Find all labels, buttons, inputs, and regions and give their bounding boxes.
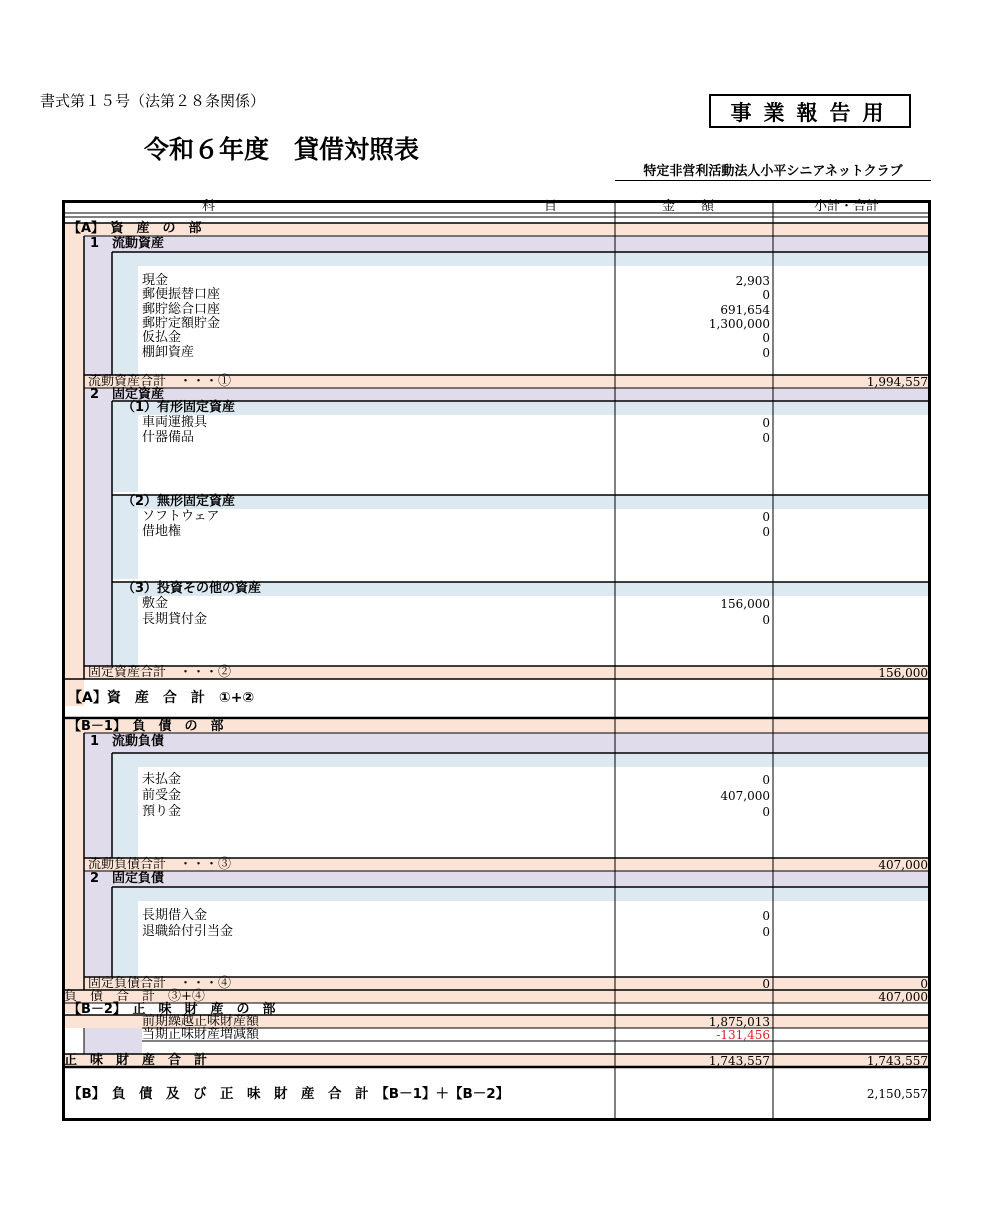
current-assets-title: 1 流動資産 bbox=[90, 236, 165, 251]
liabilities-and-net-assets-label: 【B】 負 債 及 び 正 味 財 産 合 計 【B－1】＋【B－2】 bbox=[68, 1086, 510, 1102]
item-amount-negative: -131,456 bbox=[716, 1028, 770, 1042]
line-item: 長期借入金 bbox=[142, 908, 208, 923]
net-assets-amount: 1,743,557 bbox=[708, 1054, 770, 1068]
fixed-liabilities-total: 0 bbox=[920, 977, 928, 991]
assets-section-title: 【A】 資 産 の 部 bbox=[68, 221, 202, 236]
assets-grand-total-label: 【A】資 産 合 計 ①+② bbox=[68, 690, 255, 706]
header-moku: 目 bbox=[544, 199, 558, 214]
current-liabilities-total-label: 流動負債合計 ・・・③ bbox=[88, 857, 232, 872]
balance-sheet-table bbox=[62, 200, 932, 1122]
line-item: 長期貸付金 bbox=[142, 612, 208, 627]
item-amount: 0 bbox=[762, 613, 770, 627]
item-amount: 0 bbox=[762, 805, 770, 819]
fixed-liabilities-total-label: 固定負債合計 ・・・④ bbox=[88, 976, 232, 991]
liabilities-and-net-assets-total: 2,150,557 bbox=[866, 1087, 928, 1101]
line-item: 郵貯総合口座 bbox=[142, 302, 221, 317]
item-amount: 0 bbox=[762, 331, 770, 345]
header-amount: 金 額 bbox=[662, 199, 715, 214]
item-amount: 1,300,000 bbox=[708, 317, 770, 331]
intangible-assets-title: （2）無形固定資産 bbox=[122, 494, 236, 509]
page-title: 令和６年度 貸借対照表 bbox=[144, 135, 420, 164]
current-assets-total: 1,994,557 bbox=[866, 375, 928, 389]
report-purpose-box: 事業報告用 bbox=[709, 94, 911, 128]
investment-assets-title: （3）投資その他の資産 bbox=[122, 581, 262, 596]
item-amount: 0 bbox=[762, 773, 770, 787]
liabilities-grand-total: 407,000 bbox=[878, 990, 928, 1004]
liabilities-section-title: 【B－1】 負 債 の 部 bbox=[68, 719, 224, 734]
line-item: 車両運搬具 bbox=[142, 415, 208, 430]
net-assets-section-title: 【B－2】 正 味 財 産 の 部 bbox=[68, 1002, 276, 1017]
line-item: 仮払金 bbox=[142, 330, 182, 345]
tangible-assets-title: （1）有形固定資産 bbox=[122, 400, 236, 415]
line-item: 前期繰越正味財産額 bbox=[142, 1014, 260, 1029]
item-amount: 0 bbox=[762, 510, 770, 524]
line-item: 借地権 bbox=[142, 524, 182, 539]
fixed-liabilities-title: 2 固定負債 bbox=[90, 871, 165, 886]
form-number: 書式第１５号（法第２８条関係） bbox=[40, 92, 266, 110]
header-subtotal: 小計・合計 bbox=[814, 199, 880, 214]
item-amount: 407,000 bbox=[720, 789, 770, 803]
item-amount: 1,875,013 bbox=[708, 1015, 770, 1029]
line-item: 現金 bbox=[142, 273, 169, 288]
line-item: 郵貯定額貯金 bbox=[142, 316, 221, 331]
item-amount: 0 bbox=[762, 416, 770, 430]
current-liabilities-total: 407,000 bbox=[878, 858, 928, 872]
fixed-assets-title: 2 固定資産 bbox=[90, 387, 165, 402]
line-item: 敷金 bbox=[142, 596, 169, 611]
fixed-liabilities-amount: 0 bbox=[762, 977, 770, 991]
line-item: 郵便振替口座 bbox=[142, 287, 221, 302]
line-item: 退職給付引当金 bbox=[142, 924, 234, 939]
item-amount: 691,654 bbox=[720, 303, 770, 317]
line-item: 未払金 bbox=[142, 772, 182, 787]
net-assets-total-label: 正 味 財 産 合 計 bbox=[64, 1053, 208, 1068]
item-amount: 0 bbox=[762, 346, 770, 360]
line-item: 当期正味財産増減額 bbox=[142, 1027, 260, 1042]
item-amount: 0 bbox=[762, 525, 770, 539]
item-amount: 0 bbox=[762, 431, 770, 445]
item-amount: 156,000 bbox=[720, 597, 770, 611]
item-amount: 2,903 bbox=[735, 274, 770, 288]
net-assets-total: 1,743,557 bbox=[866, 1054, 928, 1068]
line-item: 棚卸資産 bbox=[142, 345, 195, 360]
current-liabilities-title: 1 流動負債 bbox=[90, 734, 165, 749]
organization-name: 特定非営利活動法人小平シニアネットクラブ bbox=[615, 160, 931, 181]
line-item: ソフトウェア bbox=[142, 509, 220, 524]
line-item: 什器備品 bbox=[142, 430, 195, 445]
item-amount: 0 bbox=[762, 288, 770, 302]
item-amount: 0 bbox=[762, 909, 770, 923]
fixed-assets-total: 156,000 bbox=[878, 666, 928, 680]
current-assets-total-label: 流動資産合計 ・・・① bbox=[88, 374, 232, 389]
header-kamoku: 科 bbox=[202, 199, 216, 214]
line-item: 前受金 bbox=[142, 788, 182, 803]
liabilities-grand-total-label: 負 債 合 計 ③+④ bbox=[64, 989, 205, 1004]
line-item: 預り金 bbox=[142, 804, 182, 819]
item-amount: 0 bbox=[762, 925, 770, 939]
fixed-assets-total-label: 固定資産合計 ・・・② bbox=[88, 665, 232, 680]
